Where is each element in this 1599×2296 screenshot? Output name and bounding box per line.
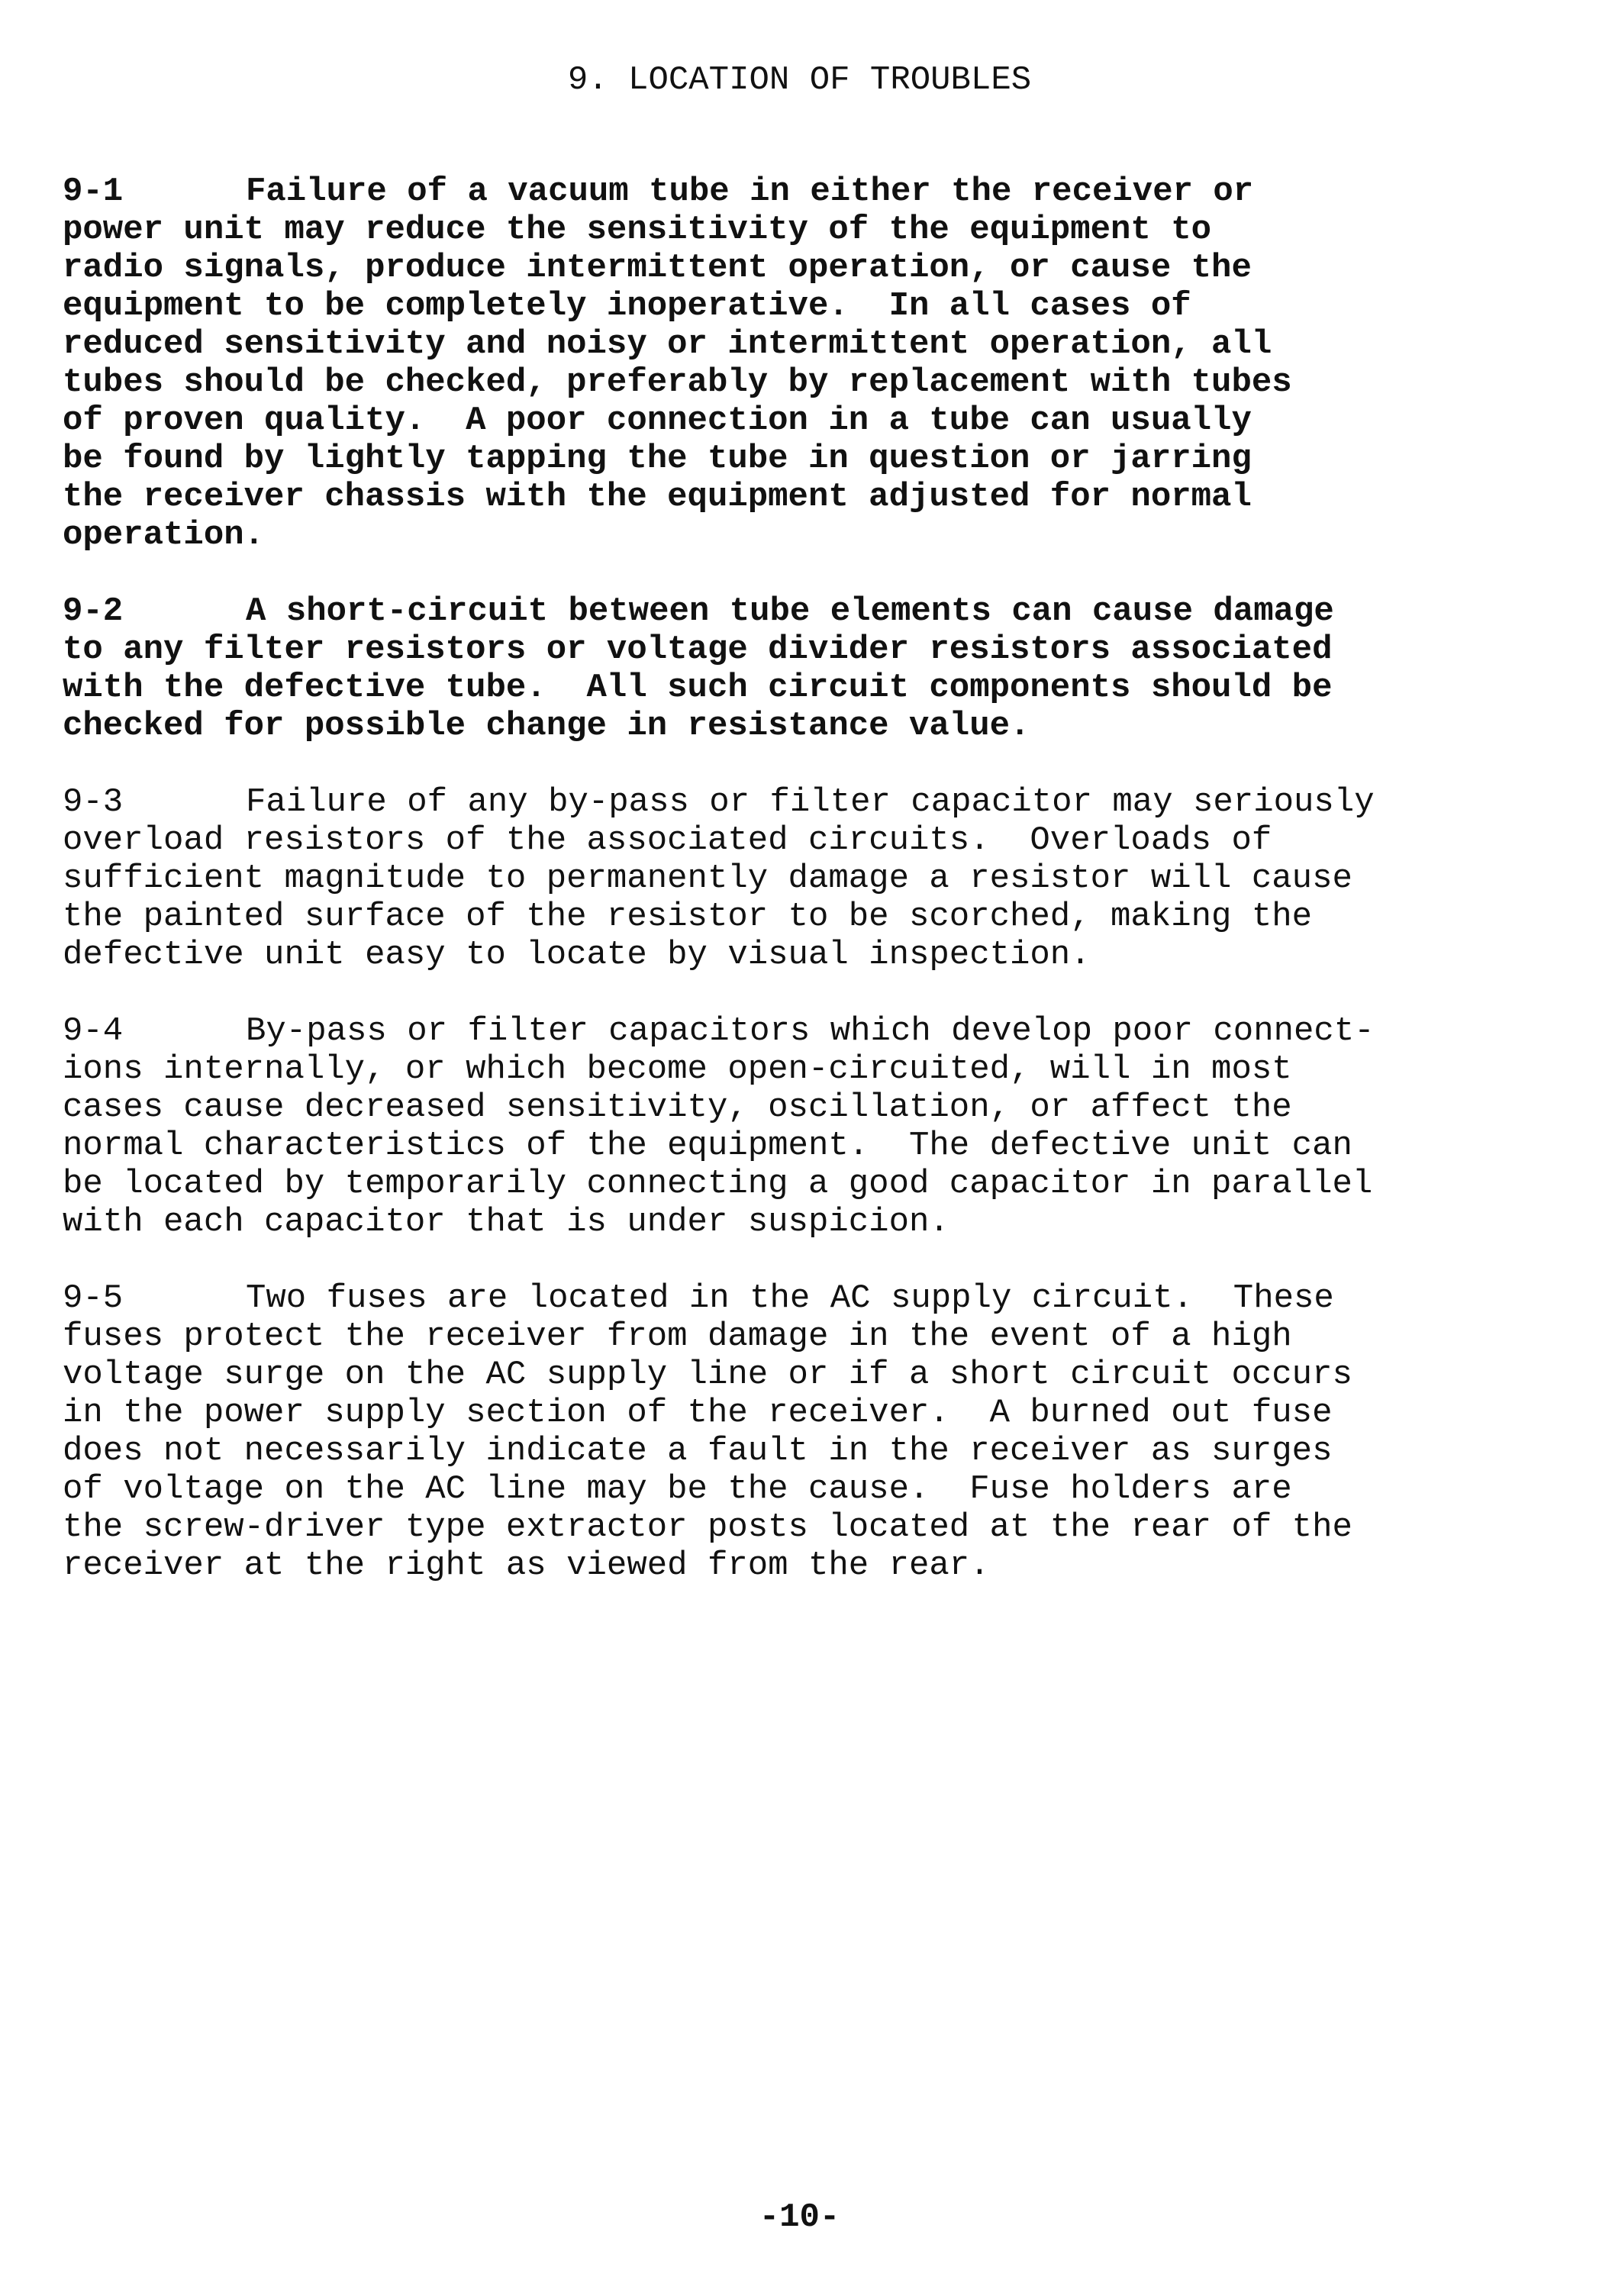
section-number: 9-3: [63, 783, 124, 821]
page-number: -10-: [759, 2198, 840, 2236]
section-line: overload resistors of the associated circuits. Overloads of: [63, 821, 1272, 859]
section-line: defective unit easy to locate by visual inspection.: [63, 936, 1091, 974]
section-line: be found by lightly tapping the tube in question or jarring: [63, 440, 1252, 478]
section-line: cases cause decreased sensitivity, oscillation, or affect the: [63, 1088, 1292, 1127]
section-line: equipment to be completely inoperative. In all cases of: [63, 287, 1191, 325]
section-9-1: [63, 173, 1559, 554]
section-line: radio signals, produce intermittent operation, or cause the: [63, 249, 1252, 287]
section-line: normal characteristics of the equipment. The defective unit can: [63, 1127, 1352, 1165]
section-line: reduced sensitivity and noisy or intermittent operation, all: [63, 325, 1272, 363]
section-line: power unit may reduce the sensitivity of the equipment to: [63, 211, 1212, 249]
section-line: [63, 783, 1559, 821]
section-9-2: [63, 592, 1559, 745]
section-line: with each capacitor that is under suspicion.: [63, 1203, 949, 1241]
section-9-4: [63, 1012, 1559, 1241]
section-line: of voltage on the AC line may be the cause. Fuse holders are: [63, 1470, 1292, 1508]
section-line: [63, 1279, 1559, 1317]
section-9-3: [63, 783, 1559, 974]
section-9-5: [63, 1279, 1559, 1585]
section-line: voltage surge on the AC supply line or if a short circuit occurs: [63, 1356, 1352, 1394]
section-line: be located by temporarily connecting a good capacitor in parallel: [63, 1165, 1373, 1203]
section-line: [63, 1012, 1559, 1050]
sections: [63, 173, 1559, 1623]
section-number: 9-1: [63, 173, 124, 211]
section-line: sufficient magnitude to permanently damage a resistor will cause: [63, 859, 1352, 898]
section-line: ions internally, or which become open-circuited, will in most: [63, 1050, 1292, 1088]
section-line: receiver at the right as viewed from the rear.: [63, 1546, 990, 1585]
section-line-text: A short-circuit between tube elements can cause damage: [246, 592, 1334, 630]
section-line: [63, 173, 1559, 211]
section-line: to any filter resistors or voltage divider resistors associated: [63, 630, 1333, 669]
section-line: checked for possible change in resistance value.: [63, 707, 1030, 745]
section-line: with the defective tube. All such circuit components should be: [63, 669, 1333, 707]
section-line: does not necessarily indicate a fault in the receiver as surges: [63, 1432, 1333, 1470]
section-line: [63, 592, 1559, 630]
section-line-text: Two fuses are located in the AC supply circuit. These: [246, 1279, 1334, 1317]
section-line: the painted surface of the resistor to be scorched, making the: [63, 898, 1313, 936]
page-title: 9. LOCATION OF TROUBLES: [567, 61, 1032, 99]
section-line: of proven quality. A poor connection in a tube can usually: [63, 401, 1252, 440]
section-number: 9-4: [63, 1012, 124, 1050]
section-number: 9-2: [63, 592, 124, 630]
section-line: in the power supply section of the receiver. A burned out fuse: [63, 1394, 1333, 1432]
section-line: operation.: [63, 516, 265, 554]
section-line: the screw-driver type extractor posts located at the rear of the: [63, 1508, 1352, 1546]
section-line-text: Failure of any by-pass or filter capacitor may seriously: [246, 783, 1375, 821]
section-line: fuses protect the receiver from damage in the event of a high: [63, 1317, 1292, 1356]
section-line: the receiver chassis with the equipment adjusted for normal: [63, 478, 1252, 516]
section-line-text: Failure of a vacuum tube in either the receiver or: [246, 173, 1254, 211]
section-line: tubes should be checked, preferably by replacement with tubes: [63, 363, 1292, 401]
section-number: 9-5: [63, 1279, 124, 1317]
section-line-text: By-pass or filter capacitors which develop poor connect-: [246, 1012, 1375, 1050]
